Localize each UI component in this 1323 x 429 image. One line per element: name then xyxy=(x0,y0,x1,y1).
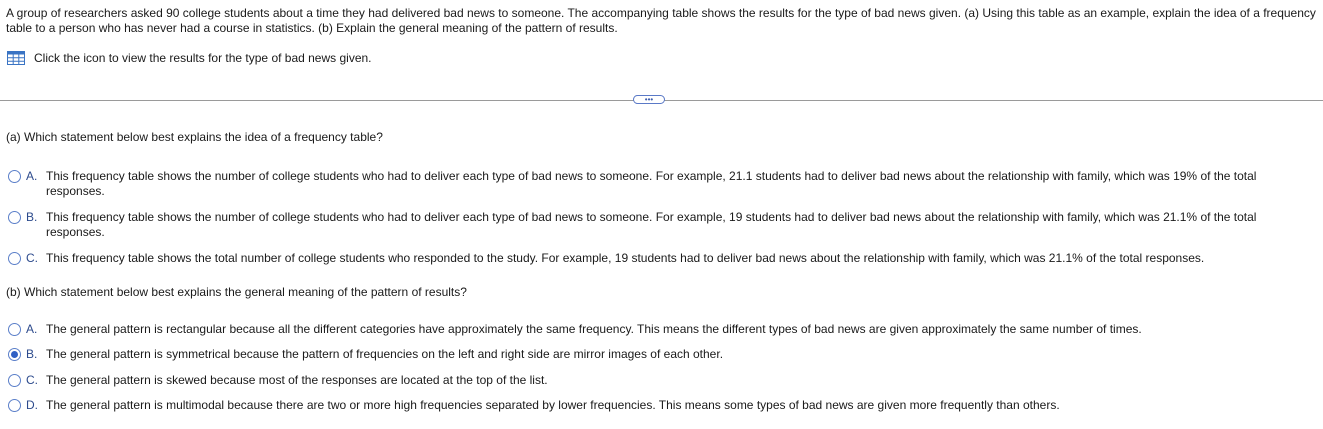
option-letter: A. xyxy=(26,322,38,336)
option-text: The general pattern is rectangular because all the different categories have approximately the same frequency. This means the different types of bad news are given approximately the same number of times. xyxy=(46,322,1142,336)
option-letter: C. xyxy=(26,251,38,265)
option-letter: B. xyxy=(26,210,38,224)
table-grid-icon[interactable] xyxy=(7,51,26,65)
option-letter: C. xyxy=(26,373,38,387)
radio-b-A[interactable] xyxy=(8,323,21,336)
radio-a-B[interactable] xyxy=(8,211,21,224)
option-text: This frequency table shows the total number of college students who responded to the study. For example, 19 students had to deliver bad news about the relationship with family, which was 21.1% of the total responses. xyxy=(46,251,1205,265)
option-text: The general pattern is skewed because most of the responses are located at the top of the list. xyxy=(46,373,548,387)
option-text: This frequency table shows the number of college students who had to deliver each type of bad news to someone. For example, 19 students had to deliver bad news about the relationship with family, which was 21.1% of the total responses. xyxy=(46,210,1257,239)
radio-b-B-selected[interactable] xyxy=(8,348,21,361)
table-link-text: Click the icon to view the results for the type of bad news given. xyxy=(34,51,372,65)
option-text: The general pattern is symmetrical because the pattern of frequencies on the left and right side are mirror images of each other. xyxy=(46,347,724,361)
radio-b-D[interactable] xyxy=(8,399,21,412)
option-text: The general pattern is multimodal because there are two or more high frequencies separated by lower frequencies. This means some types of bad news are given more frequently than others. xyxy=(46,398,1060,412)
expand-more-button[interactable]: ••• xyxy=(633,95,665,104)
option-a-A[interactable] xyxy=(8,169,1318,199)
option-a-C[interactable] xyxy=(8,251,1318,266)
option-text: This frequency table shows the number of college students who had to deliver each type of bad news to someone. For example, 21.1 students had to deliver bad news about the relationship with family, which was 19% of the total responses. xyxy=(46,169,1257,198)
option-b-D[interactable] xyxy=(8,398,1318,413)
option-letter: A. xyxy=(26,169,38,183)
problem-statement: A group of researchers asked 90 college students about a time they had delivered bad news to someone. The accompanying table shows the results for the type of bad news given. (a) Using this table as an example, explain the idea of a frequency table to a person who has never had a course in statistics. (b) Explain the general meaning of the pattern of results. xyxy=(6,6,1316,35)
option-b-A[interactable] xyxy=(8,322,1318,337)
option-letter: B. xyxy=(26,347,38,361)
question-a: (a) Which statement below best explains the idea of a frequency table? xyxy=(6,130,383,144)
radio-a-C[interactable] xyxy=(8,252,21,265)
radio-b-C[interactable] xyxy=(8,374,21,387)
option-a-B[interactable] xyxy=(8,210,1318,240)
option-b-B[interactable] xyxy=(8,347,1318,362)
option-letter: D. xyxy=(26,398,38,412)
option-b-C[interactable] xyxy=(8,373,1318,388)
radio-a-A[interactable] xyxy=(8,170,21,183)
question-b: (b) Which statement below best explains the general meaning of the pattern of results? xyxy=(6,285,467,299)
table-link[interactable] xyxy=(7,51,372,65)
section-divider xyxy=(0,94,1323,104)
